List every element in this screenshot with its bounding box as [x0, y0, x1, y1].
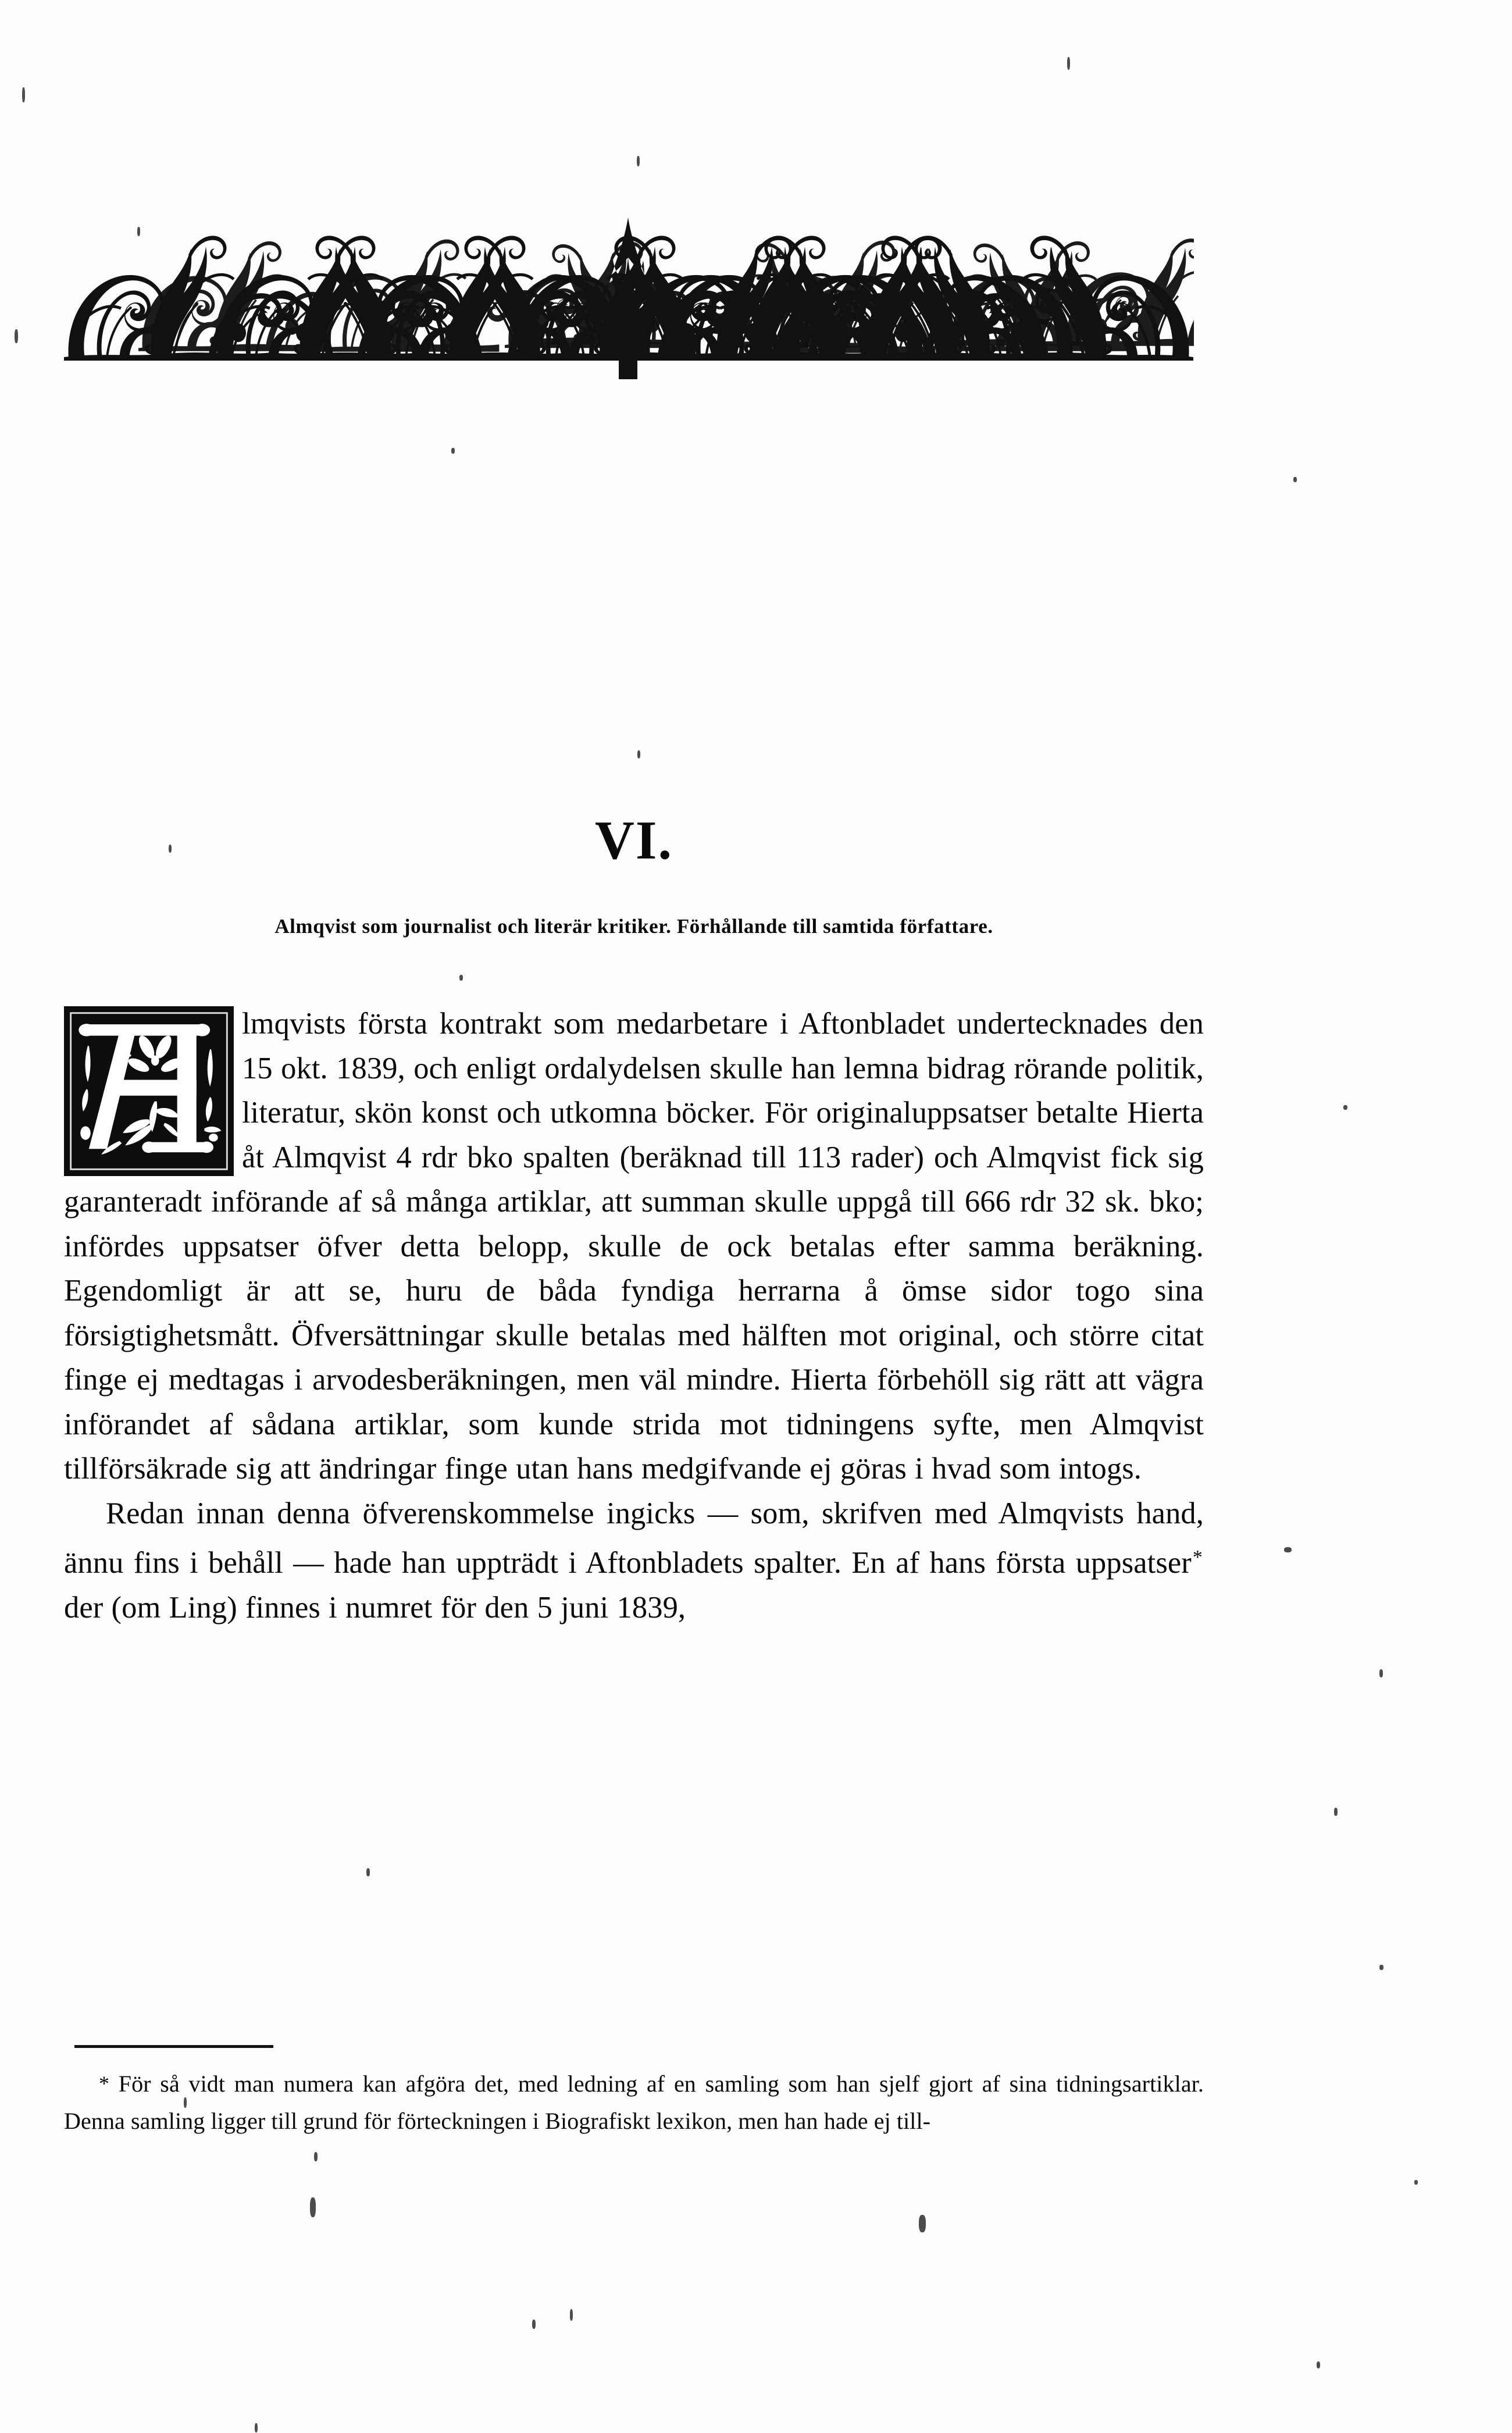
footnote-block	[64, 2065, 1204, 2140]
scan-speck	[15, 329, 18, 343]
scan-speck	[1379, 1965, 1383, 1970]
footnote-separator-rule	[74, 2045, 273, 2048]
scan-speck	[1343, 1105, 1347, 1110]
scan-speck	[366, 1868, 370, 1876]
scan-speck	[532, 2320, 536, 2329]
scan-speck	[1293, 477, 1297, 482]
scan-speck	[1334, 1808, 1338, 1816]
scan-speck	[310, 2197, 316, 2217]
scan-speck	[637, 750, 640, 758]
paragraph-second	[64, 1491, 1204, 1630]
foliate-headpiece-ornament	[63, 214, 1194, 383]
footnote-reference-marker: *	[1192, 1547, 1203, 1568]
footnote-text: För så vidt man numera kan afgöra det, med ledning af en samling som han sjelf gjort af sina tidningsartiklar. Denna samling ligger till grund för förteckningen i Biografiskt lexikon, men han hade ej till-	[64, 2071, 1204, 2134]
body-text-column	[64, 1002, 1204, 1630]
scan-speck	[1317, 2361, 1320, 2368]
scan-speck	[1379, 1669, 1383, 1677]
paragraph-first	[64, 1002, 1204, 1491]
paragraph-first-text: lmqvists första kontrakt som medarbetare i Aftonbladet undertecknades den 15 okt. 1839, och enligt ordalydelsen skulle han lemna bidrag rörande politik, literatur, skön konst och utkomna böcker. För originaluppsatser betalte Hierta åt Almqvist 4 rdr bko spalten (beräknad till 113 rader) och Almqvist fick sig garanteradt införande af så många artiklar, att summan skulle uppgå till 666 rdr 32 sk. bko; infördes uppsatser öfver detta belopp, skulle de ock betalas efter samma beräkning. Egendomligt är att se, huru de båda fyndiga herrarna å ömse sidor togo sina försigtighetsmått. Öfversättningar skulle betalas med hälften mot original, och större citat finge ej medtagas i arvodesberäkningen, men väl mindre. Hierta förbehöll sig rätt att vägra införandet af sådana artiklar, som kunde strida mot tidningens syfte, men Almqvist tillförsäkrade sig att ändringar finge utan hans medgifvande ej göras i hvad som intogs.	[64, 1007, 1204, 1486]
scan-speck	[169, 845, 172, 853]
scan-speck	[637, 156, 640, 166]
chapter-number: VI.	[595, 810, 673, 871]
footnote-marker: *	[99, 2072, 110, 2095]
scan-speck	[184, 2097, 187, 2108]
scan-speck	[919, 2215, 926, 2232]
paragraph-second-text-after-marker: der (om Ling) finnes i numret för den 5 juni 1839,	[64, 1590, 686, 1625]
scan-speck	[1414, 2180, 1418, 2185]
scan-speck	[314, 2152, 318, 2161]
footnote-paragraph	[64, 2065, 1204, 2140]
scan-speck	[451, 448, 455, 454]
scan-speck	[1284, 1547, 1292, 1552]
scan-speck	[459, 975, 463, 981]
scan-speck	[255, 2423, 258, 2432]
paragraph-second-text-before-marker: Redan innan denna öfverenskommelse ingicks — som, skrifven med Almqvists hand, ännu fins i behåll — hade han uppträdt i Aftonbladets spalter. En af hans första uppsatser	[64, 1496, 1204, 1580]
scan-speck	[1067, 57, 1070, 70]
chapter-subtitle: Almqvist som journalist och literär kritiker. Förhållande till samtida författare.	[274, 915, 993, 938]
scan-speck	[22, 87, 25, 102]
scan-speck	[570, 2309, 573, 2321]
scan-speck	[137, 227, 140, 236]
decorated-initial-a	[64, 1005, 234, 1177]
